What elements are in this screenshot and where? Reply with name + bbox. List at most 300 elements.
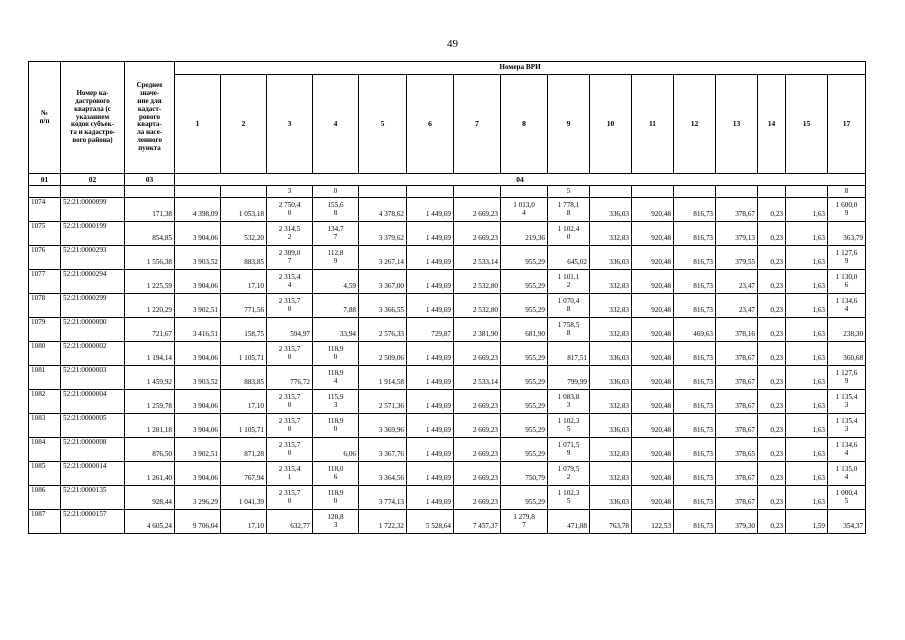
- vri-value-cell: 1 135,4 3: [828, 390, 866, 414]
- vri-value-cell: 332,83: [590, 270, 632, 294]
- vri-value-cell: 1,63: [786, 390, 828, 414]
- cadastral-number: 52:21:0000293: [61, 246, 125, 270]
- vri-value-cell: 23,47: [716, 270, 758, 294]
- vri-value-cell: 238,30: [828, 318, 866, 342]
- vri-value-cell: 2 669,23: [454, 198, 501, 222]
- vri-value-cell: 336,03: [590, 366, 632, 390]
- vri-value-cell: 729,87: [407, 318, 454, 342]
- vri-value-cell: 1 449,69: [407, 366, 454, 390]
- vri-value-cell: 2 669,23: [454, 438, 501, 462]
- vri-value-cell: 332,83: [590, 318, 632, 342]
- header-vri-12: 12: [674, 75, 716, 174]
- vri-value-cell: 4 398,09: [175, 198, 221, 222]
- vri-value-cell: 1,63: [786, 318, 828, 342]
- vri-value-cell: 2 315,7 0: [267, 414, 313, 438]
- vri-value-cell: 469,63: [674, 318, 716, 342]
- vri-value-cell: 2 314,5 2: [267, 222, 313, 246]
- vri-value-cell: 816,73: [674, 438, 716, 462]
- table-row: [29, 486, 866, 510]
- vri-value-cell: 532,20: [221, 222, 267, 246]
- vri-value-cell: 1 135,4 3: [828, 414, 866, 438]
- table-row: [29, 342, 866, 366]
- header-vri-17: 17: [828, 75, 866, 174]
- vri-value-cell: 799,99: [548, 366, 590, 390]
- vri-value-cell: 1,63: [786, 366, 828, 390]
- header-vri-8: 8: [501, 75, 548, 174]
- marker-cell: [175, 186, 221, 198]
- vri-value-cell: 17,10: [221, 390, 267, 414]
- vri-value-cell: 1 449,69: [407, 270, 454, 294]
- vri-value-cell: 134,7 7: [313, 222, 359, 246]
- vri-value-cell: 2 571,36: [359, 390, 407, 414]
- vri-value-cell: 1 600,0 9: [828, 198, 866, 222]
- vri-value-cell: 1 914,58: [359, 366, 407, 390]
- average-value: 1 194,14: [125, 342, 175, 366]
- cadastral-number: 52:21:0000299: [61, 294, 125, 318]
- vri-value-cell: 1 079,5 2: [548, 462, 590, 486]
- header-vri-10: 10: [590, 75, 632, 174]
- vri-value-cell: 378,67: [716, 462, 758, 486]
- vri-value-cell: 2 381,90: [454, 318, 501, 342]
- vri-value-cell: 122,53: [632, 510, 674, 534]
- vri-value-cell: 1 449,69: [407, 294, 454, 318]
- cadastral-number: 52:21:0000199: [61, 222, 125, 246]
- vri-value-cell: 816,73: [674, 342, 716, 366]
- vri-value-cell: 955,29: [501, 294, 548, 318]
- marker-cell: [501, 186, 548, 198]
- vri-value-cell: 955,29: [501, 246, 548, 270]
- code-cadastral: 02: [61, 174, 125, 186]
- cadastral-number: 52:21:0000008: [61, 438, 125, 462]
- vri-value-cell: 2 533,14: [454, 246, 501, 270]
- vri-value-cell: 1 722,32: [359, 510, 407, 534]
- vri-value-cell: 336,03: [590, 486, 632, 510]
- marker-cell: [125, 186, 175, 198]
- vri-value-cell: 955,29: [501, 486, 548, 510]
- code-no: 01: [29, 174, 61, 186]
- average-value: 1 259,78: [125, 390, 175, 414]
- vri-value-cell: 332,83: [590, 438, 632, 462]
- header-cadastral-quarter: Номер ка- дастрового квартала (с указанием кодов субъек- та и кадастро- вого района): [61, 62, 125, 174]
- header-vri-15: 15: [786, 75, 828, 174]
- vri-value-cell: 2 532,80: [454, 294, 501, 318]
- vri-value-cell: 920,48: [632, 366, 674, 390]
- vri-value-cell: 3 902,51: [175, 294, 221, 318]
- vri-value-cell: 120,8 3: [313, 510, 359, 534]
- cadastral-number: 52:21:0000099: [61, 198, 125, 222]
- cadastral-number: 52:21:0000005: [61, 414, 125, 438]
- row-index: 1084: [29, 438, 61, 462]
- vri-value-cell: 1 449,69: [407, 198, 454, 222]
- vri-value-cell: 379,13: [716, 222, 758, 246]
- vri-value-cell: 816,73: [674, 390, 716, 414]
- vri-value-cell: 0,23: [758, 366, 786, 390]
- row-index: 1075: [29, 222, 61, 246]
- vri-value-cell: 2 669,23: [454, 486, 501, 510]
- header-row-group: [29, 62, 866, 75]
- vri-value-cell: 378,16: [716, 318, 758, 342]
- marker-cell: [407, 186, 454, 198]
- average-value: 1 261,40: [125, 462, 175, 486]
- vri-value-cell: 17,10: [221, 270, 267, 294]
- average-value: 1 281,18: [125, 414, 175, 438]
- header-vri-5: 5: [359, 75, 407, 174]
- average-value: 4 605,24: [125, 510, 175, 534]
- vri-value-cell: 112,8 9: [313, 246, 359, 270]
- header-average-value: Среднее значе- ние для кадаст- рового кварта- ла насе- ленного пункта: [125, 62, 175, 174]
- vri-value-cell: 1 101,1 2: [548, 270, 590, 294]
- vri-value-cell: 955,29: [501, 390, 548, 414]
- vri-value-cell: 2 669,23: [454, 462, 501, 486]
- marker-cell: [359, 186, 407, 198]
- vri-value-cell: 1,63: [786, 342, 828, 366]
- row-index: 1078: [29, 294, 61, 318]
- vri-value-cell: 3 902,51: [175, 438, 221, 462]
- vri-value-cell: 1 449,69: [407, 246, 454, 270]
- header-row-codes: [29, 174, 866, 186]
- table-row: [29, 222, 866, 246]
- vri-value-cell: 816,73: [674, 510, 716, 534]
- marker-cell: [29, 186, 61, 198]
- vri-value-cell: 379,30: [716, 510, 758, 534]
- vri-value-cell: 2 533,14: [454, 366, 501, 390]
- vri-value-cell: 2 315,4 1: [267, 462, 313, 486]
- vri-value-cell: 681,90: [501, 318, 548, 342]
- vri-value-cell: 0,23: [758, 462, 786, 486]
- vri-value-cell: 767,94: [221, 462, 267, 486]
- vri-value-cell: 0,23: [758, 318, 786, 342]
- vri-value-cell: 0,23: [758, 198, 786, 222]
- vri-value-cell: 3 416,51: [175, 318, 221, 342]
- marker-cell: [454, 186, 501, 198]
- vri-value-cell: 955,29: [501, 342, 548, 366]
- vri-value-cell: 816,73: [674, 462, 716, 486]
- vri-value-cell: 0,23: [758, 438, 786, 462]
- vri-value-cell: 816,73: [674, 486, 716, 510]
- vri-value-cell: 3 903,52: [175, 366, 221, 390]
- marker-cell: [674, 186, 716, 198]
- average-value: 1 459,92: [125, 366, 175, 390]
- row-index: 1080: [29, 342, 61, 366]
- cadastral-number: 52:21:0000157: [61, 510, 125, 534]
- vri-value-cell: 2 532,80: [454, 270, 501, 294]
- vri-value-cell: 118,0 6: [313, 462, 359, 486]
- marker-cell: [786, 186, 828, 198]
- table-row: [29, 366, 866, 390]
- vri-value-cell: 1 102,3 5: [548, 414, 590, 438]
- vri-value-cell: 2 509,06: [359, 342, 407, 366]
- header-vri-6: 6: [407, 75, 454, 174]
- vri-value-cell: 378,67: [716, 486, 758, 510]
- vri-value-table: [28, 61, 866, 534]
- vri-value-cell: 471,88: [548, 510, 590, 534]
- vri-value-cell: 336,03: [590, 198, 632, 222]
- vri-value-cell: 3 364,56: [359, 462, 407, 486]
- vri-value-cell: 363,79: [828, 222, 866, 246]
- vri-value-cell: 632,77: [267, 510, 313, 534]
- header-vri-1: 1: [175, 75, 221, 174]
- vri-value-cell: 219,36: [501, 222, 548, 246]
- vri-value-cell: 1 127,6 9: [828, 366, 866, 390]
- vri-value-cell: 1 135,0 4: [828, 462, 866, 486]
- vri-value-cell: 1 102,4 0: [548, 222, 590, 246]
- vri-value-cell: 354,37: [828, 510, 866, 534]
- vri-value-cell: 155,6 8: [313, 198, 359, 222]
- vri-value-cell: 336,03: [590, 414, 632, 438]
- page-number: 49: [447, 38, 458, 50]
- marker-cell: [758, 186, 786, 198]
- vri-value-cell: 9 706,04: [175, 510, 221, 534]
- header-vri-9: 9: [548, 75, 590, 174]
- vri-value-cell: 1,63: [786, 246, 828, 270]
- vri-value-cell: 955,29: [501, 438, 548, 462]
- vri-value-cell: 378,65: [716, 438, 758, 462]
- header-vri-11: 11: [632, 75, 674, 174]
- table-row: [29, 198, 866, 222]
- vri-value-cell: 920,48: [632, 294, 674, 318]
- vri-value-cell: 1,63: [786, 270, 828, 294]
- header-vri-14: 14: [758, 75, 786, 174]
- vri-value-cell: 2 750,4 0: [267, 198, 313, 222]
- vri-value-cell: 118,9 0: [313, 486, 359, 510]
- vri-value-cell: 7 457,37: [454, 510, 501, 534]
- row-index: 1081: [29, 366, 61, 390]
- vri-value-cell: 3 904,06: [175, 390, 221, 414]
- row-index: 1076: [29, 246, 61, 270]
- vri-value-cell: 1 449,69: [407, 462, 454, 486]
- vri-value-cell: 7,88: [313, 294, 359, 318]
- vri-value-cell: 1 279,8 7: [501, 510, 548, 534]
- vri-value-cell: 1 449,69: [407, 438, 454, 462]
- row-index: 1082: [29, 390, 61, 414]
- vri-value-cell: 920,48: [632, 246, 674, 270]
- vri-value-cell: 3 366,55: [359, 294, 407, 318]
- marker-cell: [716, 186, 758, 198]
- vri-value-cell: 2 669,23: [454, 414, 501, 438]
- row-index: 1087: [29, 510, 61, 534]
- cadastral-number: 52:21:0000000: [61, 318, 125, 342]
- vri-value-cell: 3 296,29: [175, 486, 221, 510]
- vri-value-cell: 1 758,5 8: [548, 318, 590, 342]
- cadastral-number: 52:21:0000014: [61, 462, 125, 486]
- vri-value-cell: 816,73: [674, 294, 716, 318]
- average-value: 171,38: [125, 198, 175, 222]
- vri-value-cell: 920,48: [632, 222, 674, 246]
- marker-row: [29, 186, 866, 198]
- vri-value-cell: 3 904,06: [175, 270, 221, 294]
- vri-value-cell: 2 315,7 0: [267, 342, 313, 366]
- average-value: 876,50: [125, 438, 175, 462]
- vri-value-cell: 816,73: [674, 270, 716, 294]
- header-vri-4: 4: [313, 75, 359, 174]
- vri-value-cell: 118,9 0: [313, 414, 359, 438]
- vri-value-cell: 378,67: [716, 390, 758, 414]
- vri-value-cell: 118,9 0: [313, 342, 359, 366]
- vri-value-cell: 4 378,62: [359, 198, 407, 222]
- vri-value-cell: 816,73: [674, 198, 716, 222]
- vri-value-cell: 920,48: [632, 390, 674, 414]
- vri-value-cell: 955,29: [501, 270, 548, 294]
- table-row: [29, 510, 866, 534]
- vri-value-cell: 1 127,6 9: [828, 246, 866, 270]
- header-vri-7: 7: [454, 75, 501, 174]
- vri-value-cell: 816,73: [674, 246, 716, 270]
- header-vri-group: Номера ВРИ: [175, 62, 866, 75]
- vri-value-cell: 378,67: [716, 366, 758, 390]
- vri-value-cell: 0,23: [758, 222, 786, 246]
- vri-value-cell: 3 379,62: [359, 222, 407, 246]
- vri-value-cell: 1 083,8 3: [548, 390, 590, 414]
- marker-cell: [632, 186, 674, 198]
- vri-value-cell: 0,23: [758, 294, 786, 318]
- vri-value-cell: 2 669,23: [454, 342, 501, 366]
- average-value: 1 220,29: [125, 294, 175, 318]
- marker-cell: 8: [828, 186, 866, 198]
- vri-value-cell: 3 774,13: [359, 486, 407, 510]
- vri-value-cell: 1,63: [786, 462, 828, 486]
- vri-value-cell: 645,02: [548, 246, 590, 270]
- vri-value-cell: 1 071,5 9: [548, 438, 590, 462]
- vri-value-cell: 115,9 3: [313, 390, 359, 414]
- table-row: [29, 294, 866, 318]
- vri-value-cell: 1 105,71: [221, 414, 267, 438]
- vri-value-cell: 3 904,06: [175, 414, 221, 438]
- vri-value-cell: 1,63: [786, 486, 828, 510]
- vri-value-cell: 336,03: [590, 246, 632, 270]
- table-row: [29, 438, 866, 462]
- vri-value-cell: 750,79: [501, 462, 548, 486]
- table-row: [29, 270, 866, 294]
- vri-value-cell: 118,9 4: [313, 366, 359, 390]
- vri-value-cell: 2 315,7 0: [267, 486, 313, 510]
- average-value: 1 225,59: [125, 270, 175, 294]
- vri-value-cell: 920,48: [632, 414, 674, 438]
- vri-value-cell: 0,23: [758, 486, 786, 510]
- vri-value-cell: 1 130,0 6: [828, 270, 866, 294]
- vri-value-cell: 3 367,00: [359, 270, 407, 294]
- vri-value-cell: 816,73: [674, 414, 716, 438]
- vri-value-cell: 1 449,69: [407, 222, 454, 246]
- vri-value-cell: 1,59: [786, 510, 828, 534]
- vri-value-cell: 1,63: [786, 438, 828, 462]
- vri-value-cell: 158,75: [221, 318, 267, 342]
- vri-value-cell: 378,67: [716, 342, 758, 366]
- table-row: [29, 246, 866, 270]
- header-vri-2: 2: [221, 75, 267, 174]
- vri-value-cell: 2 309,0 7: [267, 246, 313, 270]
- vri-value-cell: 763,78: [590, 510, 632, 534]
- vri-value-cell: 920,48: [632, 318, 674, 342]
- vri-value-cell: 1,63: [786, 222, 828, 246]
- vri-value-cell: 23,47: [716, 294, 758, 318]
- vri-value-cell: 2 315,7 0: [267, 438, 313, 462]
- vri-value-cell: 816,73: [674, 222, 716, 246]
- vri-value-cell: 360,68: [828, 342, 866, 366]
- marker-cell: [61, 186, 125, 198]
- vri-value-cell: 17,10: [221, 510, 267, 534]
- vri-value-cell: 1 449,69: [407, 414, 454, 438]
- vri-value-cell: 955,29: [501, 414, 548, 438]
- vri-value-cell: 2 669,23: [454, 222, 501, 246]
- vri-value-cell: 1 000,4 5: [828, 486, 866, 510]
- vri-value-cell: 33,94: [313, 318, 359, 342]
- marker-cell: 0: [313, 186, 359, 198]
- row-index: 1085: [29, 462, 61, 486]
- row-index: 1074: [29, 198, 61, 222]
- vri-value-cell: 1,63: [786, 414, 828, 438]
- vri-value-cell: 1 449,69: [407, 486, 454, 510]
- vri-value-cell: 1,63: [786, 294, 828, 318]
- vri-value-cell: 883,85: [221, 246, 267, 270]
- vri-value-cell: 920,48: [632, 462, 674, 486]
- vri-value-cell: 920,48: [632, 198, 674, 222]
- vri-value-cell: 776,72: [267, 366, 313, 390]
- average-value: 928,44: [125, 486, 175, 510]
- vri-value-cell: 3 369,96: [359, 414, 407, 438]
- vri-value-cell: 1 134,6 4: [828, 438, 866, 462]
- cadastral-number: 52:21:0000004: [61, 390, 125, 414]
- vri-value-cell: 1 053,18: [221, 198, 267, 222]
- code-vri: 04: [175, 174, 866, 186]
- code-average: 03: [125, 174, 175, 186]
- vri-value-cell: 871,28: [221, 438, 267, 462]
- vri-value-cell: 883,85: [221, 366, 267, 390]
- vri-value-cell: 1 013,0 4: [501, 198, 548, 222]
- table-row: [29, 318, 866, 342]
- marker-cell: 5: [548, 186, 590, 198]
- vri-value-cell: 1 134,6 4: [828, 294, 866, 318]
- vri-value-cell: 1 070,4 8: [548, 294, 590, 318]
- vri-value-cell: 2 576,33: [359, 318, 407, 342]
- vri-value-cell: 3 904,06: [175, 342, 221, 366]
- vri-value-cell: 332,83: [590, 462, 632, 486]
- header-vri-3: 3: [267, 75, 313, 174]
- vri-value-cell: 0,23: [758, 414, 786, 438]
- vri-value-cell: 920,48: [632, 342, 674, 366]
- cadastral-number: 52:21:0000135: [61, 486, 125, 510]
- vri-value-cell: 920,48: [632, 438, 674, 462]
- vri-value-cell: 2 669,23: [454, 390, 501, 414]
- table-row: [29, 414, 866, 438]
- vri-value-cell: 2 315,7 0: [267, 390, 313, 414]
- vri-value-cell: 0,23: [758, 342, 786, 366]
- vri-value-cell: 332,83: [590, 294, 632, 318]
- cadastral-number: 52:21:0000294: [61, 270, 125, 294]
- vri-value-cell: 378,67: [716, 414, 758, 438]
- vri-value-cell: 332,83: [590, 222, 632, 246]
- vri-value-cell: 3 904,06: [175, 462, 221, 486]
- marker-cell: [590, 186, 632, 198]
- vri-value-cell: 1 449,69: [407, 342, 454, 366]
- vri-value-cell: 771,56: [221, 294, 267, 318]
- header-vri-13: 13: [716, 75, 758, 174]
- row-index: 1086: [29, 486, 61, 510]
- vri-value-cell: 6,06: [313, 438, 359, 462]
- table-row: [29, 462, 866, 486]
- vri-value-cell: 336,03: [590, 342, 632, 366]
- vri-value-cell: 0,23: [758, 510, 786, 534]
- vri-value-cell: 816,73: [674, 366, 716, 390]
- vri-value-cell: 378,67: [716, 198, 758, 222]
- vri-value-cell: 2 315,7 0: [267, 294, 313, 318]
- vri-value-cell: 920,48: [632, 270, 674, 294]
- vri-value-cell: 594,97: [267, 318, 313, 342]
- vri-value-cell: 1 449,69: [407, 390, 454, 414]
- row-index: 1083: [29, 414, 61, 438]
- vri-value-cell: 1 041,39: [221, 486, 267, 510]
- vri-value-cell: 0,23: [758, 270, 786, 294]
- vri-value-cell: 3 904,06: [175, 222, 221, 246]
